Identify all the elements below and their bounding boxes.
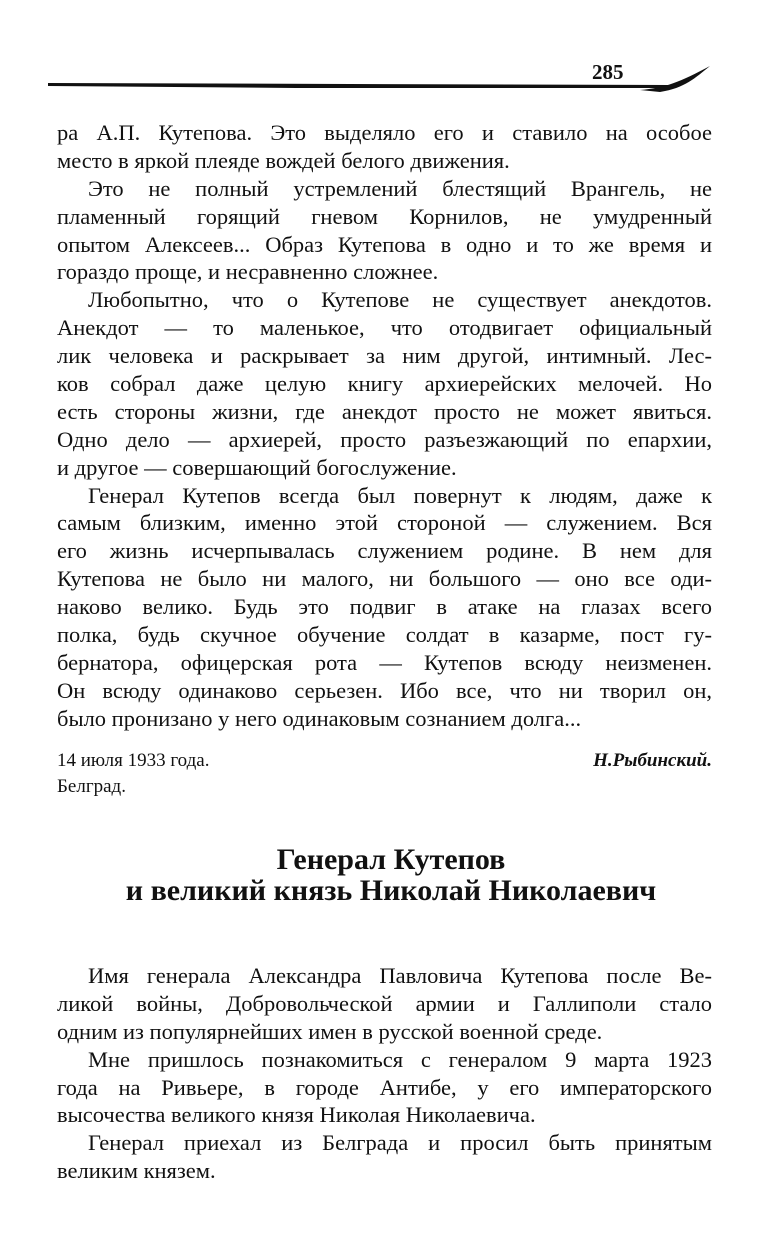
text-line: Анекдот — то маленькое, что отодвигает официальный: [57, 315, 712, 341]
text-line: Одно дело — архиерей, просто разъезжающий по епархии,: [57, 426, 712, 452]
text-line: бернатора, офицерская рота — Кутепов всюду неизменен.: [57, 649, 712, 675]
text-line: Мне пришлось познакомиться с генералом 9 марта 1923: [88, 1046, 712, 1072]
chapter-title-line-1: Генерал Кутепов: [276, 843, 506, 876]
text-line: и другое — совершающий богослужение.: [57, 454, 457, 480]
text-line: гораздо проще, и несравненно сложнее.: [57, 259, 439, 285]
signature-author: Н.Рыбинский.: [593, 750, 712, 771]
section-2-text: [57, 962, 712, 1185]
text-line: опытом Алексеев... Образ Кутепова в одно и то же время и: [57, 231, 712, 257]
text-line: полка, будь скучное обучение солдат в казарме, пост гу-: [57, 622, 712, 648]
text-line: ра А.П. Кутепова. Это выделяло его и ставило на особое: [57, 120, 712, 145]
section-1-text: [57, 119, 712, 733]
text-line: Это не полный устремлений блестящий Врангель, не: [88, 175, 712, 201]
text-line: одним из популярнейших имен в русской военной среде.: [57, 1018, 603, 1044]
text-line: великим князем.: [57, 1158, 216, 1184]
header-ornament-icon: [640, 64, 710, 94]
signature-date: 14 июля 1933 года.: [57, 750, 210, 771]
text-line: Имя генерала Александра Павловича Кутепова после Ве-: [88, 963, 712, 988]
page-number: 285: [592, 60, 624, 84]
text-line: ков собрал даже целую книгу архиерейских мелочей. Но: [57, 371, 712, 397]
text-line: самым близким, именно этой стороной — служением. Вся: [57, 510, 712, 536]
text-line: его жизнь исчерпывалась служением родине. В нем для: [57, 538, 712, 564]
text-line: лик человека и раскрывает за ним другой, интимный. Лес-: [57, 343, 712, 369]
text-line: Генерал Кутепов всегда был повернут к людям, даже к: [88, 482, 712, 508]
signature-place: Белград.: [57, 776, 126, 797]
text-line: Любопытно, что о Кутепове не существует анекдотов.: [88, 287, 712, 313]
header-rule: [48, 83, 668, 88]
text-line: ликой войны, Добровольческой армии и Галлиполи стало: [57, 990, 712, 1016]
text-line: было пронизано у него одинаковым сознанием долга...: [57, 705, 582, 731]
text-line: есть стороны жизни, где анекдот просто не может явиться.: [57, 398, 712, 424]
text-line: года на Ривьере, в городе Антибе, у его императорского: [57, 1074, 712, 1100]
chapter-title-line-2: и великий князь Николай Николаевич: [125, 874, 657, 907]
text-line: наково велико. Будь это подвиг в атаке на глазах всего: [57, 594, 712, 620]
text-line: пламенный горящий гневом Корнилов, не умудренный: [57, 203, 712, 229]
text-line: место в яркой плеяде вождей белого движения.: [57, 147, 510, 173]
text-line: Он всюду одинаково серьезен. Ибо все, что ни творил он,: [57, 677, 712, 703]
text-line: Кутепова не было ни малого, ни большого — оно все оди-: [57, 566, 712, 592]
text-line: высочества великого князя Николая Николаевича.: [57, 1102, 536, 1128]
text-line: Генерал приехал из Белграда и просил быть принятым: [88, 1130, 712, 1156]
